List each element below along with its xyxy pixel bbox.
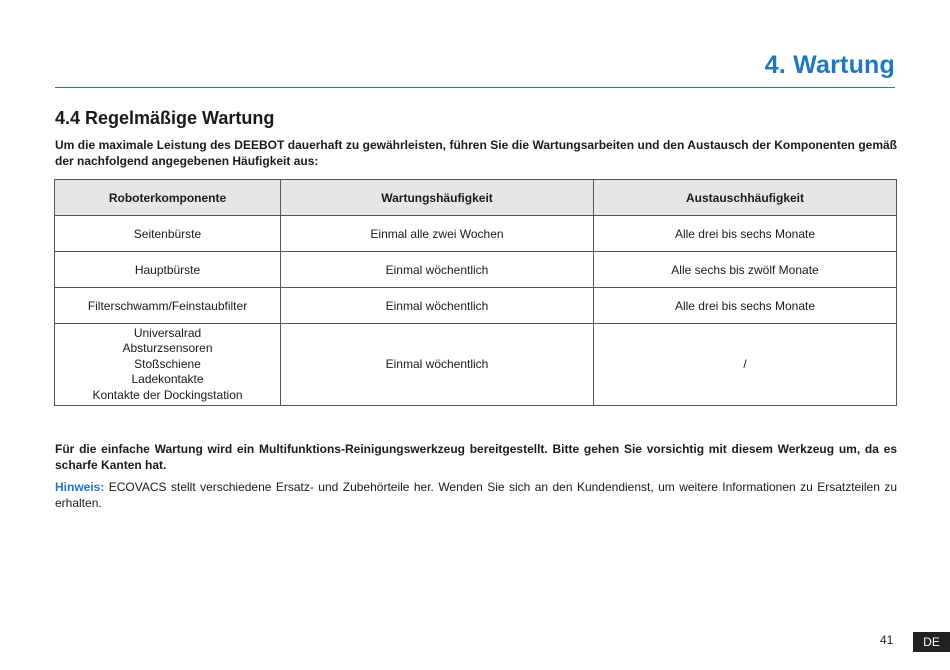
table-row bbox=[55, 252, 897, 288]
component-line: Absturzsensoren bbox=[122, 341, 213, 356]
maintenance-table bbox=[54, 179, 897, 406]
cell-replacement: Alle drei bis sechs Monate bbox=[594, 288, 897, 324]
hint-label: Hinweis: bbox=[55, 480, 105, 494]
hint-paragraph bbox=[55, 479, 897, 511]
cell-component-list bbox=[55, 324, 281, 406]
table-row bbox=[55, 324, 897, 406]
table-row bbox=[55, 288, 897, 324]
component-line: Universalrad bbox=[133, 325, 202, 340]
cell-maintenance: Einmal wöchentlich bbox=[281, 252, 594, 288]
table-header-row bbox=[55, 180, 897, 216]
cell-replacement: / bbox=[594, 324, 897, 406]
cell-maintenance: Einmal wöchentlich bbox=[281, 288, 594, 324]
hint-text: ECOVACS stellt verschiedene Ersatz- und Zubehörteile her. Wenden Sie sich an den Kundendienst, um weitere Informationen zu Ersatzteilen zu erhalten. bbox=[55, 480, 897, 510]
header-replacement: Austauschhäufigkeit bbox=[594, 180, 897, 216]
page-number: 41 bbox=[880, 633, 894, 647]
component-line: Stoßschiene bbox=[134, 356, 201, 371]
cell-component: Seitenbürste bbox=[55, 216, 281, 252]
cell-replacement: Alle drei bis sechs Monate bbox=[594, 216, 897, 252]
tool-note: Für die einfache Wartung wird ein Multifunktions-Reinigungswerkzeug bereitgestellt. Bitte gehen Sie vorsichtig mit diesem Werkzeug um, da es scharfe Kanten hat. bbox=[55, 442, 897, 472]
language-badge: DE bbox=[913, 632, 950, 652]
cell-replacement: Alle sechs bis zwölf Monate bbox=[594, 252, 897, 288]
header-divider bbox=[55, 87, 895, 88]
table-row bbox=[55, 216, 897, 252]
cell-component: Filterschwamm/Feinstaubfilter bbox=[55, 288, 281, 324]
header-maintenance: Wartungshäufigkeit bbox=[281, 180, 594, 216]
cell-component: Hauptbürste bbox=[55, 252, 281, 288]
component-line: Ladekontakte bbox=[131, 372, 204, 387]
component-line: Kontakte der Dockingstation bbox=[92, 387, 243, 402]
intro-paragraph: Um die maximale Leistung des DEEBOT dauerhaft zu gewährleisten, führen Sie die Wartungsarbeiten und den Austausch der Komponenten gemäß der nachfolgend angegebenen Häufigkeit aus: bbox=[55, 138, 897, 168]
cell-maintenance: Einmal wöchentlich bbox=[281, 324, 594, 406]
chapter-title: 4. Wartung bbox=[764, 51, 895, 79]
section-title: 4.4 Regelmäßige Wartung bbox=[55, 108, 275, 128]
cell-maintenance: Einmal alle zwei Wochen bbox=[281, 216, 594, 252]
header-component: Roboterkomponente bbox=[55, 180, 281, 216]
